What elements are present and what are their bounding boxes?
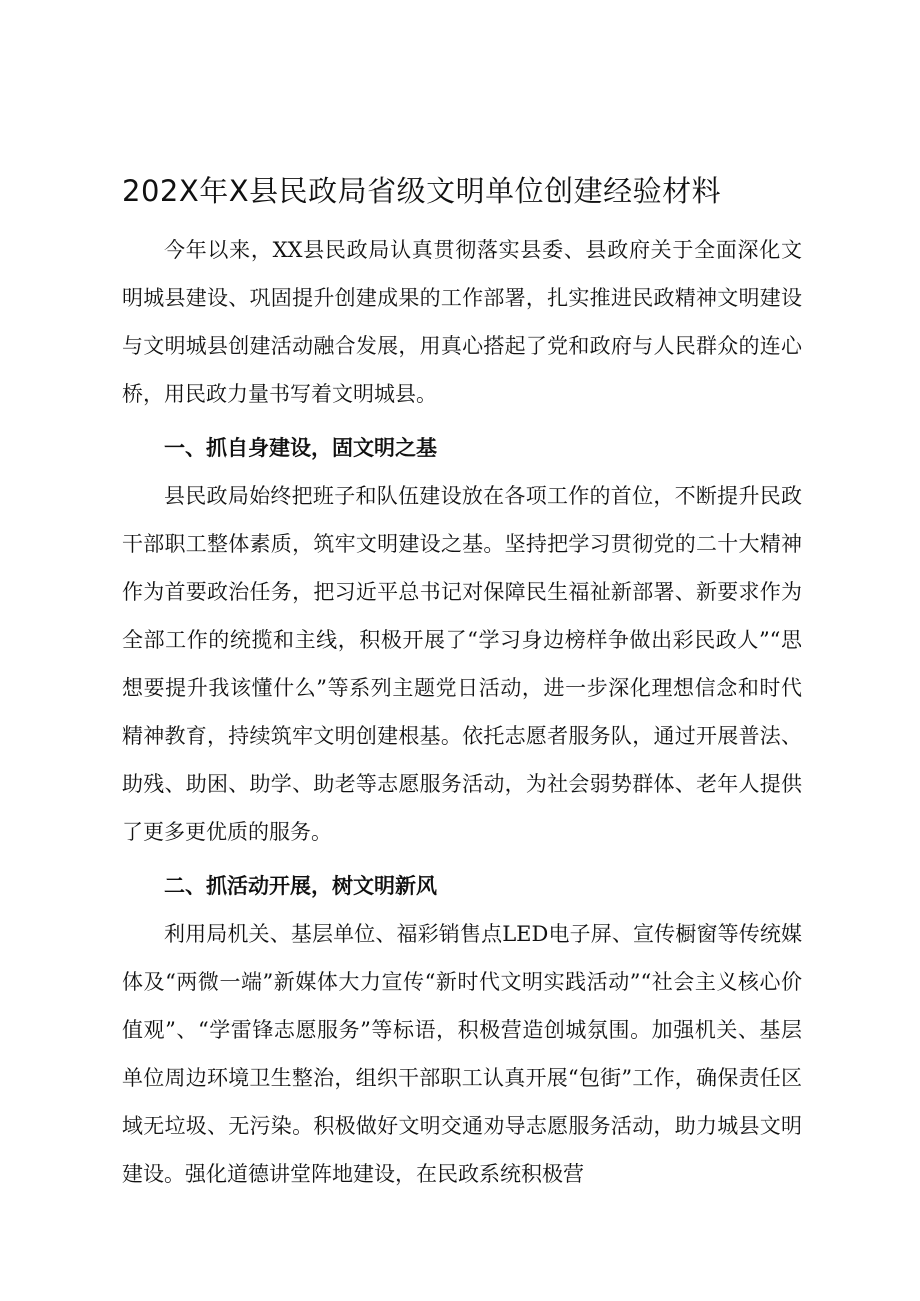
section-body-1: 县民政局始终把班子和队伍建设放在各项工作的首位，不断提升民政干部职工整体素质，筑牢文明建设之基。坚持把学习贯彻党的二十大精神作为首要政治任务，把习近平总书记对保障民生福祉新部署、新要求作为全部工作的统揽和主线，积极开展了“学习身边榜样争做出彩民政人”“思想要提升我该懂什么”等系列主题党日活动，进一步深化理想信念和时代精神教育，持续筑牢文明创建根基。依托志愿者服务队，通过开展普法、助残、助困、助学、助老等志愿服务活动，为社会弱势群体、老年人提供了更多更优质的服务。: [122, 484, 802, 844]
document-title: 202X年X县民政局省级文明单位创建经验材料: [122, 174, 722, 208]
intro-paragraph: 今年以来，XX县民政局认真贯彻落实县委、县政府关于全面深化文明城县建设、巩固提升创建成果的工作部署，扎实推进民政精神文明建设与文明城县创建活动融合发展，用真心搭起了党和政府与人民群众的连心桥，用民政力量书写着文明城县。: [122, 238, 802, 406]
section-body-2: 利用局机关、基层单位、福彩销售点LED电子屏、宣传橱窗等传统媒体及“两微一端”新媒体大力宣传“新时代文明实践活动”“社会主义核心价值观”、“学雷锋志愿服务”等标语，积极营造创城氛围。加强机关、基层单位周边环境卫生整治，组织干部职工认真开展“包街”工作，确保责任区域无垃圾、无污染。积极做好文明交通劝导志愿服务活动，助力城县文明建设。强化道德讲堂阵地建设，在民政系统积极营: [122, 922, 802, 1186]
section-heading-1: 一、抓自身建设，固文明之基: [164, 436, 437, 460]
document-page: [122, 168, 802, 1198]
section-heading-2: 二、抓活动开展，树文明新风: [164, 874, 437, 898]
